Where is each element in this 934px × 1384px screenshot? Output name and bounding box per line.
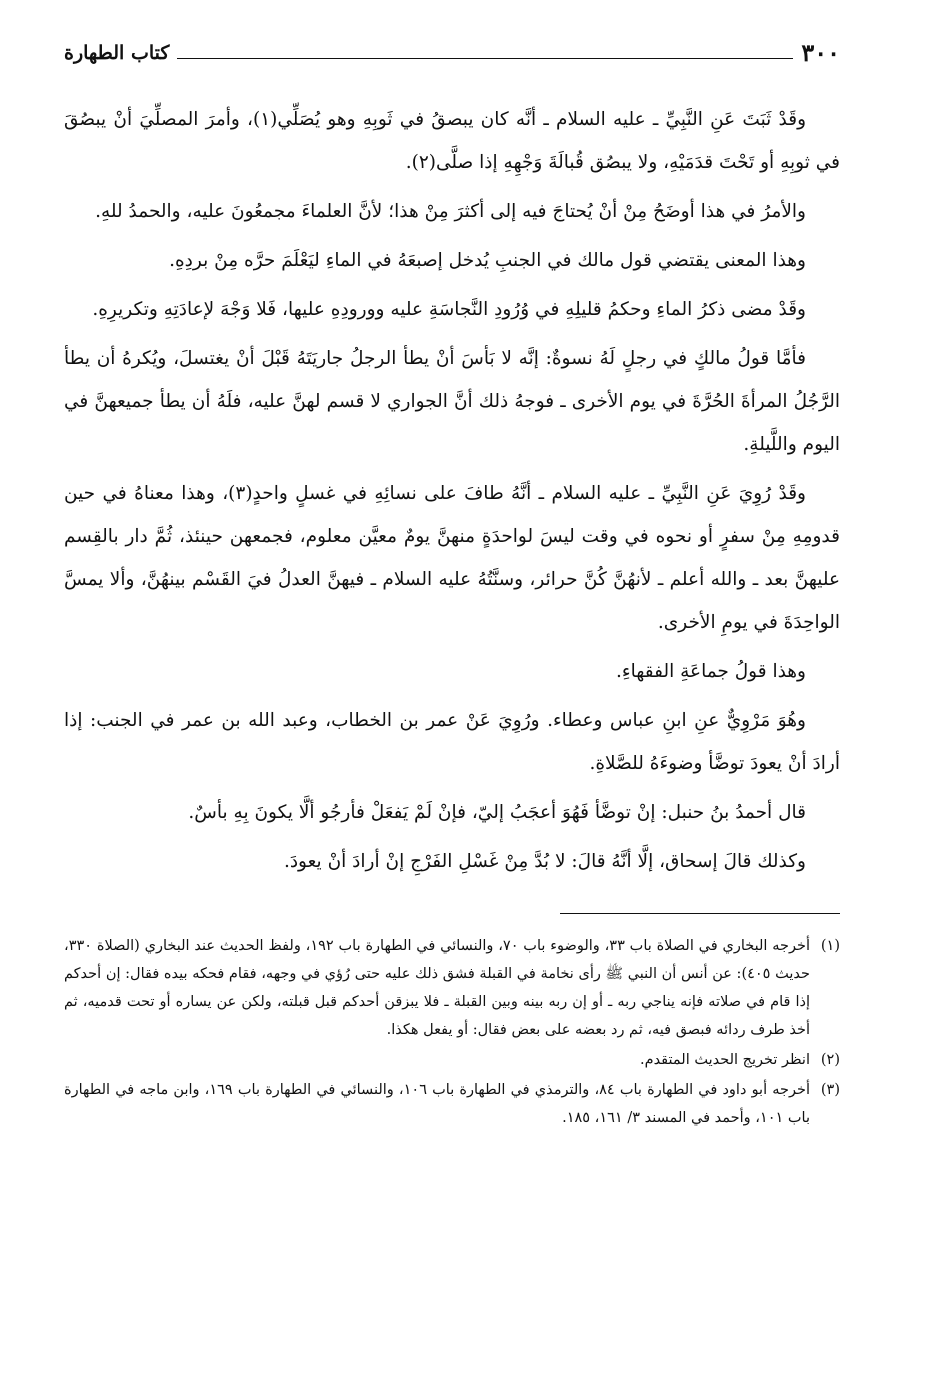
paragraph: فأمَّا قولُ مالكٍ في رجلٍ لَهُ نسوةٌ: إنَّه لا بَأسَ أنْ يطأ الرجلُ جاريَتَهُ قَبْلَ أنْ يغتسلَ، ويُكرهُ أن يطأ الرَّجُلُ المرأةَ الحُرَّةَ في يوم الأخرى ـ فوجهُ ذلك أنَّ الجواري لا قسم لهنَّ عليه، فلَهُ أن يطأ جميعهنَّ في اليوم واللَّيلةِ. <box>64 348 840 455</box>
footnote-text: أخرجه أبو داود في الطهارة باب ٨٤، والترمذي في الطهارة باب ١٠٦، والنسائي في الطهارة باب ١٦٩، وابن ماجه في الطهارة باب ١٠١، وأحمد في المسند ٣/ ١٦١، ١٨٥. <box>64 1082 810 1126</box>
book-page <box>64 30 840 1360</box>
paragraph: وقَدْ مضى ذكرُ الماءِ وحكمُ قليلِهِ في وُرُودِ النَّجاسَةِ عليه وورودِهِ عليها، فَلا وَجْهَ لإعادَتِهِ وتكريرِهِ. <box>92 299 806 320</box>
paragraph: وهذا المعنى يقتضي قول مالك في الجنبِ يُدخل إصبعَهُ في الماءِ ليَعْلَمَ حرَّه مِنْ بردِهِ. <box>169 250 806 271</box>
paragraph: والأمرُ في هذا أوضَحُ مِنْ أنْ يُحتاجَ فيه إلى أكثرَ مِنْ هذا؛ لأنَّ العلماءَ مجمعُونَ عليه، والحمدُ للهِ. <box>95 201 806 222</box>
running-header <box>64 30 840 68</box>
footnote-text: أخرجه البخاري في الصلاة باب ٣٣، والوضوء باب ٧٠، والنسائي في الطهارة باب ١٩٢، ولفظ الحديث عند البخاري (الصلاة ٣٣٠، حديث ٤٠٥): عن أنس أن النبي ﷺ رأى نخامة في القبلة فشق ذلك عليه حتى رُؤي في وجهه، فقام فحكه بيده فقال: إن أحدكم إذا قام في صلاته فإنه يناجي ربه ـ أو إن ربه بينه وبين القبلة ـ فلا يبزقن أحدكم قبل قبلته، ولكن عن يساره أو تحت قدميه، ثم أخذ طرف ردائه فبصق فيه، ثم رد بعضه على بعض فقال: أو يفعل هكذا. <box>64 938 810 1038</box>
paragraph: وقَدْ رُوِيَ عَنِ النَّبِيِّ ـ عليه السلام ـ أنَّهُ طافَ على نسائِهِ في غسلٍ واحدٍ(٣)، وهذا معناهُ في حين قدومِهِ مِنْ سفرٍ أو نحوه في وقت ليسَ لواحدَةٍ منهنَّ يومٌ معيَّن معلوم، فجمعهن حينئذ، ثُمَّ دار بالقِسم عليهنَّ بعد ـ والله أعلم ـ لأنهُنَّ كُنَّ حرائر، وسنَّتُهُ عليه السلام ـ فيهنَّ العدلُ فيَ القَسْم بينهُنَّ، وألا يمسَّ الواحِدَةَ في يومِ الأخرى. <box>64 483 840 633</box>
header-rule <box>177 58 793 59</box>
footnote-marker: (١) <box>820 938 840 954</box>
paragraph: وهُوَ مَرْوِيٌّ عنِ ابنِ عباس وعطاء. ورُوِيَ عَنْ عمر بن الخطاب، وعبد الله بن عمر في الجنب: إذا أرادَ أنْ يعودَ توضَّأ وضوءَهُ للصَّلاةِ. <box>64 710 840 774</box>
footnote-marker: (٢) <box>820 1052 840 1068</box>
paragraph: وكذلك قالَ إسحاق، إلَّا أنَّهُ قالَ: لا بُدَّ مِنْ غَسْلِ الفَرْجِ إنْ أرادَ أنْ يعودَ. <box>283 851 806 872</box>
footnote <box>64 1076 840 1132</box>
paragraph: قال أحمدُ بنُ حنبل: إنْ توضَّأ فَهُوَ أعجَبُ إليّ، فإنْ لَمْ يَفعَلْ فأرجُو ألَّا يكونَ بِهِ بأسٌ. <box>188 802 806 823</box>
main-text <box>64 98 840 883</box>
footnote <box>64 1046 840 1074</box>
chapter-title: كتاب الطهارة <box>64 42 170 64</box>
page-number: ٣٠٠ <box>801 38 840 67</box>
footnote-marker: (٣) <box>820 1082 840 1098</box>
paragraph: وقَدْ ثَبَتَ عَنِ النَّبِيِّ ـ عليه السلام ـ أنَّه كان يبصقُ في ثَوبِهِ وهو يُصَلِّي(١)، وأمرَ المصلِّيَ أنْ يبصُقَ في ثوبِهِ أو تَحْتَ قدَمَيْهِ، ولا يبصُق قُبالَةَ وَجْهِهِ إذا صلَّى(٢). <box>64 109 840 173</box>
footnote <box>64 932 840 1044</box>
paragraph: وهذا قولُ جماعَةِ الفقهاءِ. <box>616 661 806 682</box>
footnote-text: انظر تخريج الحديث المتقدم. <box>639 1052 810 1068</box>
footnotes <box>64 932 840 1132</box>
footnote-divider <box>560 913 840 914</box>
